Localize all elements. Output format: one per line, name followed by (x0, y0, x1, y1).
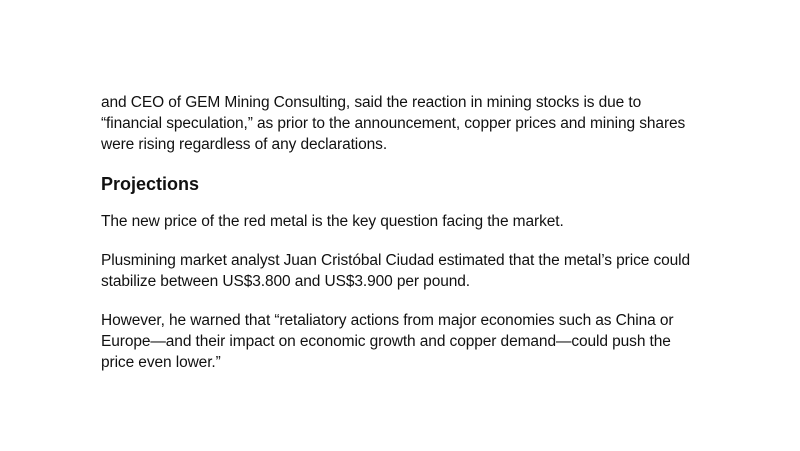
paragraph-line: stabilize between US$3.800 and US$3.900 per pound. (101, 273, 470, 290)
section-heading: Projections (101, 174, 200, 194)
paragraph-line: Plusmining market analyst Juan Cristóbal Ciudad estimated that the metal’s price could (101, 252, 691, 269)
paragraph-key-question (101, 211, 741, 232)
paragraph-analyst-estimate (101, 250, 741, 292)
intro-line-1: and CEO of GEM Mining Consulting, said the reaction in mining stocks is due to (101, 94, 642, 111)
intro-paragraph (101, 92, 741, 155)
intro-line-3: were rising regardless of any declarations. (101, 136, 388, 153)
paragraph-line: Europe—and their impact on economic growth and copper demand—could push the (101, 333, 671, 350)
intro-line-2: “financial speculation,” as prior to the announcement, copper prices and mining shares (101, 115, 686, 132)
paragraph-line: The new price of the red metal is the key question facing the market. (101, 213, 564, 230)
paragraph-line: price even lower.” (101, 354, 221, 371)
paragraph-warning (101, 310, 741, 373)
paragraph-line: However, he warned that “retaliatory actions from major economies such as China or (101, 312, 674, 329)
article-body (101, 92, 741, 373)
